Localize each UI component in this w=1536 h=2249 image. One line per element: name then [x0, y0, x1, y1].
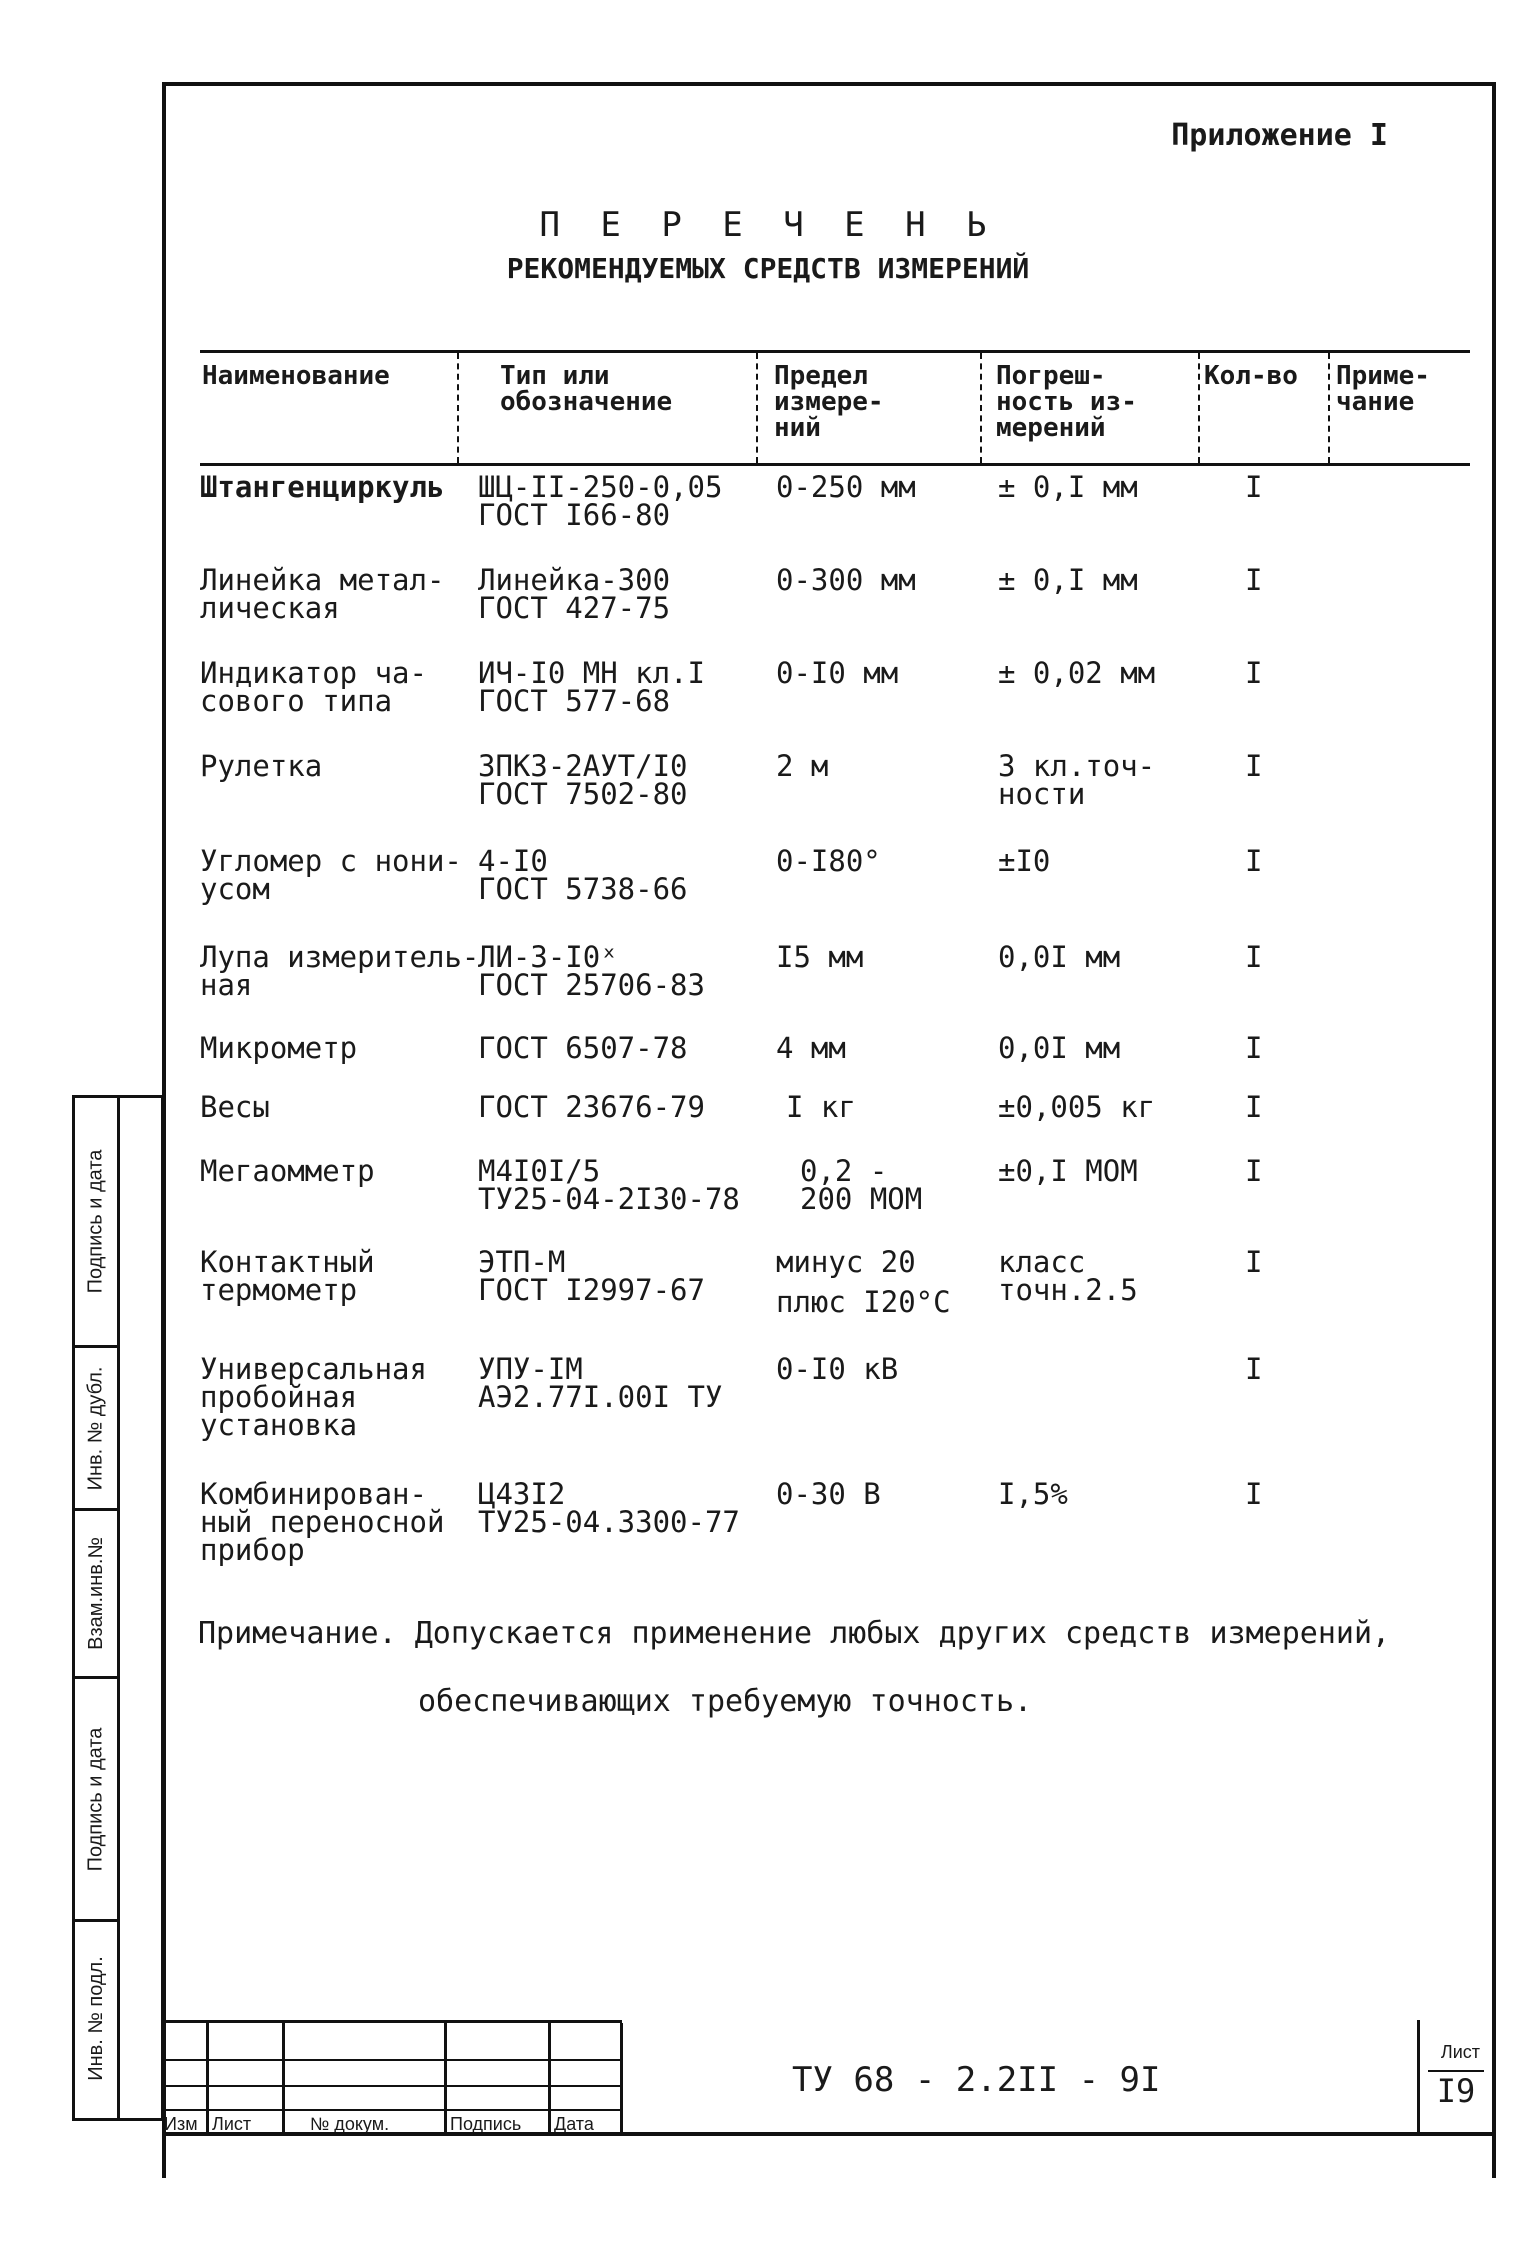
cell-limit: 0-I0 кВ	[776, 1352, 899, 1386]
cell-limit: 2 м	[776, 749, 829, 783]
table-header	[200, 350, 1470, 466]
side-stamp-strip	[72, 1095, 164, 2121]
header-note: Приме- чание	[1336, 361, 1430, 417]
cell-qty: I	[1245, 563, 1263, 597]
grid-line	[206, 2023, 209, 2135]
cell-limit: минус 20 плюс I20°С	[776, 1245, 951, 1319]
side-cell-inv-podl	[75, 1922, 117, 2115]
bottom-border	[162, 2132, 1492, 2136]
side-label: Подпись и дата	[84, 1149, 107, 1294]
stamp-label-date: Дата	[554, 2114, 594, 2134]
cell-limit: 0-30 В	[776, 1477, 881, 1511]
cell-name: Весы	[200, 1090, 270, 1124]
side-cell-vzam-inv	[75, 1511, 117, 1679]
cell-name: Линейка метал- лическая	[200, 563, 445, 625]
cell-error: 0,0I мм	[998, 1031, 1121, 1065]
cell-qty: I	[1245, 470, 1263, 504]
cell-qty: I	[1245, 749, 1263, 783]
side-label: Инв. № дубл.	[84, 1366, 107, 1490]
cell-error: 3 кл.точ- ности	[998, 749, 1156, 811]
cell-type: 4-I0 ГОСТ 5738-66	[478, 844, 688, 906]
cell-qty: I	[1245, 1154, 1263, 1188]
cell-type: ГОСТ 6507-78	[478, 1031, 688, 1065]
cell-name: Комбинирован- ный переносной прибор	[200, 1477, 445, 1567]
cell-type: ШЦ-II-250-0,05 ГОСТ I66-80	[478, 470, 723, 532]
cell-type: Ц43I2 ТУ25-04.3300-77	[478, 1477, 740, 1539]
grid-line	[162, 2085, 622, 2087]
header-separator	[457, 353, 459, 463]
title-block	[162, 2020, 1488, 2132]
cell-type: УПУ-IМ АЭ2.77I.00I ТУ	[478, 1352, 723, 1414]
cell-name: Индикатор ча- сового типа	[200, 656, 427, 718]
cell-error: ±I0	[998, 844, 1051, 878]
grid-line	[162, 2109, 622, 2111]
side-cell-inv-dubl	[75, 1348, 117, 1511]
cell-name: Мегаомметр	[200, 1154, 375, 1188]
cell-name: Штангенциркуль	[200, 470, 445, 504]
cell-name: Рулетка	[200, 749, 323, 783]
grid-line	[444, 2023, 447, 2135]
cell-name: Микрометр	[200, 1031, 358, 1065]
cell-limit: 0-I0 мм	[776, 656, 899, 690]
cell-type: М4I0I/5 ТУ25-04-2I30-78	[478, 1154, 740, 1216]
grid-line	[162, 2059, 622, 2061]
header-error: Погреш- ность из- мерений	[996, 361, 1137, 443]
cell-type: ЭТП-М ГОСТ I2997-67	[478, 1245, 705, 1307]
header-name: Наименование	[202, 361, 390, 391]
header-separator	[756, 353, 758, 463]
note-line: обеспечивающих требуемую точность.	[418, 1684, 1033, 1719]
cell-limit: 0,2 - 200 МОМ	[800, 1154, 923, 1216]
document-title: П Е Р Е Ч Е Н Ь	[539, 205, 997, 245]
sheet-box	[1417, 2020, 1488, 2132]
grid-line	[548, 2023, 551, 2135]
cell-error: класс точн.2.5	[998, 1245, 1138, 1307]
document-code: ТУ 68 - 2.2II - 9I	[792, 2060, 1161, 2100]
cell-error: ± 0,I мм	[998, 470, 1138, 504]
cell-limit: 0-300 мм	[776, 563, 916, 597]
cell-error: ± 0,02 мм	[998, 656, 1156, 690]
cell-qty: I	[1245, 656, 1263, 690]
stamp-label-izm: Изм	[164, 2114, 198, 2134]
cell-type: ИЧ-I0 МН кл.I ГОСТ 577-68	[478, 656, 705, 718]
cell-qty: I	[1245, 940, 1263, 974]
cell-type: ЗПКЗ-2АУТ/I0 ГОСТ 7502-80	[478, 749, 688, 811]
cell-qty: I	[1245, 1031, 1263, 1065]
side-cell-sign-date	[75, 1679, 117, 1922]
header-qty: Кол-во	[1204, 361, 1298, 391]
sheet-number: I9	[1428, 2070, 1484, 2110]
cell-limit: 0-I80°	[776, 844, 881, 878]
cell-type: Линейка-300 ГОСТ 427-75	[478, 563, 671, 625]
side-label: Взам.инв.№	[84, 1537, 107, 1650]
stamp-label-list: Лист	[212, 2114, 252, 2134]
stamp-label-signature: Подпись	[450, 2114, 522, 2134]
side-strip-divider	[117, 1098, 120, 2118]
cell-error: ± 0,I мм	[998, 563, 1138, 597]
header-type: Тип или обозначение	[500, 361, 673, 417]
cell-qty: I	[1245, 1352, 1263, 1386]
header-limit: Предел измере- ний	[774, 361, 884, 443]
cell-type: ЛИ-3-I0ˣ ГОСТ 25706-83	[478, 940, 705, 1002]
sheet-label: Лист	[1440, 2042, 1480, 2062]
cell-qty: I	[1245, 1477, 1263, 1511]
cell-qty: I	[1245, 844, 1263, 878]
grid-line	[620, 2023, 623, 2135]
title-block-grid	[162, 2020, 622, 2135]
cell-type: ГОСТ 23676-79	[478, 1090, 705, 1124]
cell-name: Универсальная пробойная установка	[200, 1352, 427, 1442]
cell-error: 0,0I мм	[998, 940, 1121, 974]
appendix-label: Приложение I	[1171, 118, 1388, 153]
document-subtitle: РЕКОМЕНДУЕМЫХ СРЕДСТВ ИЗМЕРЕНИЙ	[506, 252, 1030, 285]
header-separator	[1198, 353, 1200, 463]
cell-error: I,5%	[998, 1477, 1068, 1511]
grid-line	[282, 2023, 285, 2135]
cell-qty: I	[1245, 1090, 1263, 1124]
stamp-label-doc-no: № докум.	[310, 2114, 390, 2134]
cell-limit: 0-250 мм	[776, 470, 916, 504]
side-label: Инв. № подл.	[84, 1956, 107, 2081]
cell-error: ±0,I МОМ	[998, 1154, 1138, 1188]
cell-error: ±0,005 кг	[998, 1090, 1156, 1124]
cell-name: Лупа измеритель- ная	[200, 940, 480, 1002]
cell-limit: 4 мм	[776, 1031, 846, 1065]
cell-limit: I5 мм	[776, 940, 864, 974]
note-line: Примечание. Допускается применение любых других средств измерений,	[198, 1616, 1391, 1651]
cell-limit: I кг	[786, 1090, 856, 1124]
header-separator	[980, 353, 982, 463]
side-label: Подпись и дата	[84, 1727, 107, 1871]
cell-name: Контактный термометр	[200, 1245, 375, 1307]
cell-qty: I	[1245, 1245, 1263, 1279]
cell-name: Угломер с нони- усом	[200, 844, 462, 906]
header-separator	[1328, 353, 1330, 463]
side-cell-sign-date	[75, 1098, 117, 1348]
note-block	[198, 1600, 1488, 1736]
